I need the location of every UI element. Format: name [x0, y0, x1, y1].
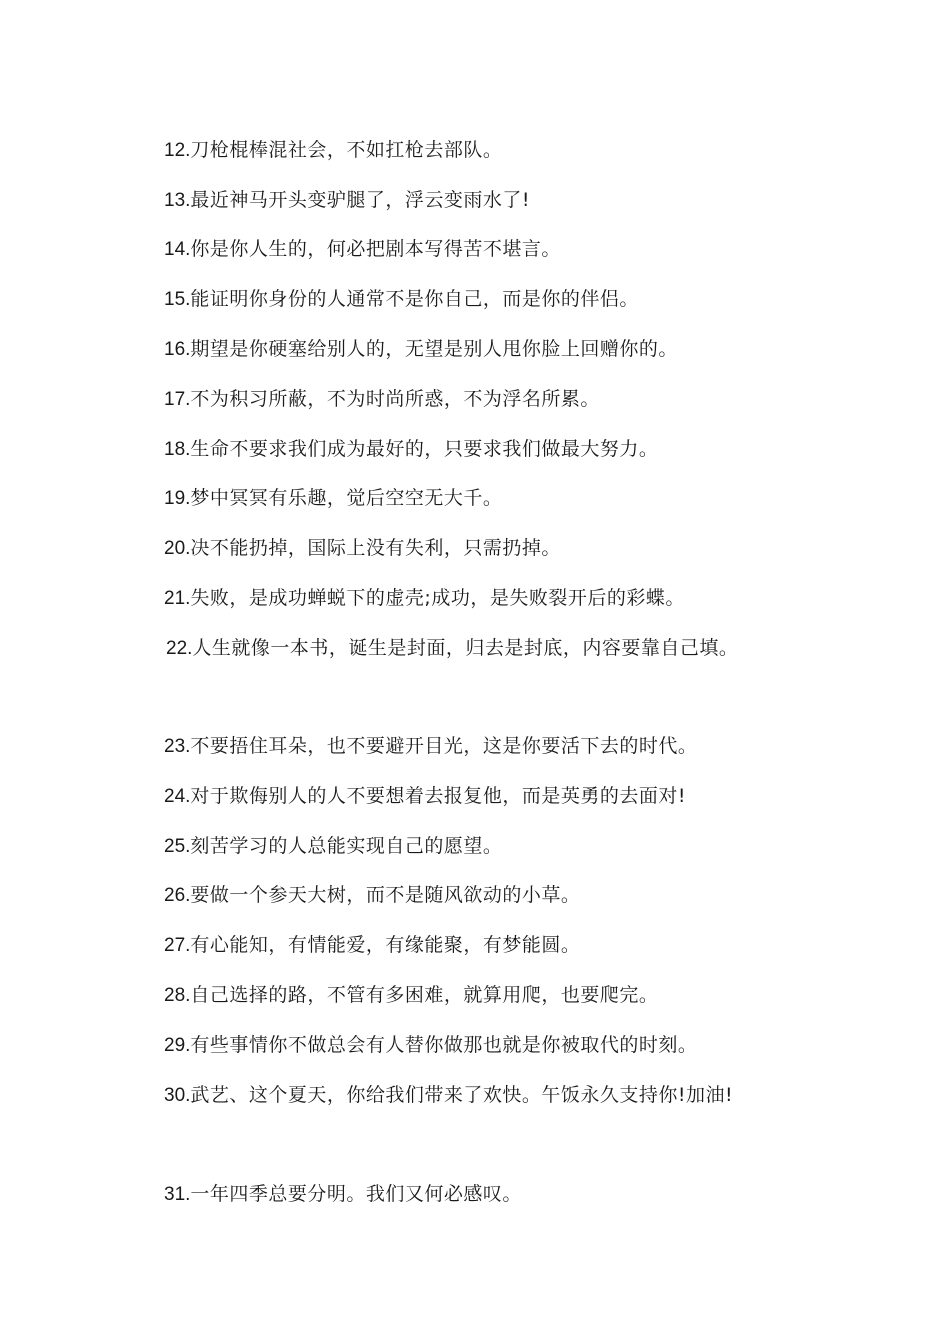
quote-line — [164, 733, 697, 760]
item-number: 29. — [164, 1035, 191, 1056]
quote-line — [164, 485, 502, 512]
quote-line — [164, 982, 658, 1009]
item-number: 26. — [164, 885, 191, 906]
item-number: 13. — [164, 190, 191, 211]
quote-line — [164, 1181, 522, 1208]
item-text: 期望是你硬塞给别人的，无望是别人甩你脸上回赠你的。 — [190, 338, 678, 360]
quote-line — [164, 436, 658, 463]
item-text: 刻苦学习的人总能实现自己的愿望。 — [190, 835, 503, 857]
item-text: 有心能知，有情能爱，有缘能聚，有梦能圆。 — [190, 934, 581, 956]
quote-line — [164, 286, 639, 313]
item-text: 要做一个参天大树，而不是随风欲动的小草。 — [190, 884, 581, 906]
item-number: 19. — [164, 488, 191, 509]
item-text: 刀枪棍棒混社会，不如扛枪去部队。 — [190, 139, 503, 161]
item-text: 武艺、这个夏天，你给我们带来了欢快。午饭永久支持你!加油! — [190, 1084, 734, 1106]
item-number: 27. — [164, 935, 191, 956]
item-text: 一年四季总要分明。我们又何必感叹。 — [190, 1183, 522, 1205]
item-number: 22. — [166, 638, 193, 659]
item-text: 生命不要求我们成为最好的，只要求我们做最大努力。 — [190, 438, 659, 460]
quote-line — [166, 635, 738, 662]
item-text: 失败，是成功蝉蜕下的虚壳;成功，是失败裂开后的彩蝶。 — [190, 587, 685, 609]
item-number: 20. — [164, 538, 191, 559]
item-text: 能证明你身份的人通常不是你自己，而是你的伴侣。 — [190, 288, 639, 310]
quote-line — [164, 783, 686, 810]
item-text: 梦中冥冥有乐趣，觉后空空无大千。 — [190, 487, 503, 509]
quote-line — [164, 1082, 733, 1109]
item-number: 28. — [164, 985, 191, 1006]
quote-line — [164, 336, 678, 363]
item-text: 不要捂住耳朵，也不要避开目光，这是你要活下去的时代。 — [190, 735, 698, 757]
quote-line — [164, 187, 530, 214]
item-number: 31. — [164, 1184, 191, 1205]
quote-line — [164, 137, 502, 164]
item-number: 15. — [164, 289, 191, 310]
item-text: 有些事情你不做总会有人替你做那也就是你被取代的时刻。 — [190, 1034, 698, 1056]
item-text: 最近神马开头变驴腿了，浮云变雨水了! — [190, 189, 531, 211]
quote-line — [164, 386, 600, 413]
quote-line — [164, 932, 580, 959]
quote-line — [164, 1032, 697, 1059]
item-text: 决不能扔掉，国际上没有失利，只需扔掉。 — [190, 537, 561, 559]
item-number: 30. — [164, 1085, 191, 1106]
item-text: 你是你人生的，何必把剧本写得苦不堪言。 — [190, 238, 561, 260]
item-number: 21. — [164, 588, 191, 609]
item-number: 12. — [164, 140, 191, 161]
item-text: 对于欺侮别人的人不要想着去报复他，而是英勇的去面对! — [190, 785, 687, 807]
item-number: 16. — [164, 339, 191, 360]
item-number: 24. — [164, 786, 191, 807]
item-number: 25. — [164, 836, 191, 857]
item-number: 17. — [164, 389, 191, 410]
item-text: 不为积习所蔽，不为时尚所惑，不为浮名所累。 — [190, 388, 600, 410]
quote-line — [164, 535, 561, 562]
quote-line — [164, 882, 580, 909]
quote-line — [164, 236, 561, 263]
quote-line — [164, 585, 685, 612]
item-text: 自己选择的路，不管有多困难，就算用爬，也要爬完。 — [190, 984, 659, 1006]
item-number: 18. — [164, 439, 191, 460]
item-number: 23. — [164, 736, 191, 757]
item-number: 14. — [164, 239, 191, 260]
item-text: 人生就像一本书，诞生是封面，归去是封底，内容要靠自己填。 — [192, 637, 739, 659]
quote-line — [164, 833, 502, 860]
